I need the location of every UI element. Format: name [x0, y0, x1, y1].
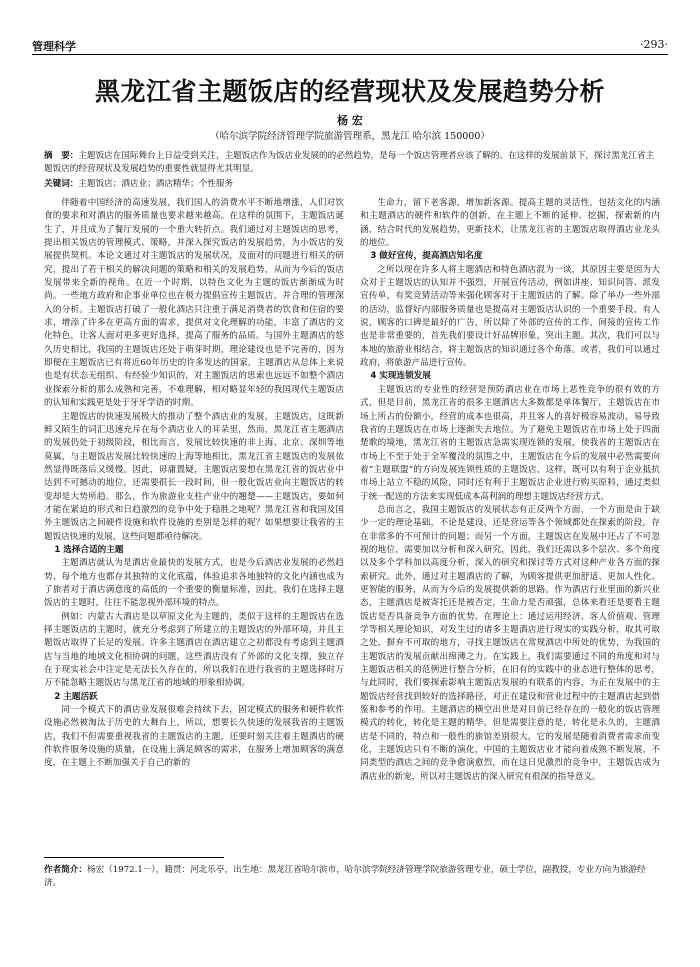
body-paragraph: 例如：内蒙古大酒店是以草原文化为主题的，类似于这样的主题饭店在选择主题饭店的主题时，就充分考虑到了所建立的主题饭店的外部环境，并且主题饭店取得了长足的发展。许多主题酒店在酒店建立之初都没有考虑到主题酒店与当地的地域文化相协调的问题，这些酒店没有了外部的文化支撑，独立存在于现实社会中注定是无法长久存在的，所以我们在进行我省的主题选择时万万不能忽略主题饭店与黑龙江省的地域的形象相协调。	[44, 611, 344, 689]
journal-name: 管理科学	[32, 40, 76, 53]
body-paragraph: 之所以现在许多人将主题酒店和特色酒店混为一谈，其原因主要是因为大众对于主题饭店的认知并不强烈，开展宣传活动，例如讲座、知识问答、派发宣传单，有奖竞猜活动等来强化顾客对于主题饭店的了解。除了举办一些外部的活动，监督好内部服务质量也是提高对主题饭店认识的一个重要手段，有人说，顾客的口碑是最好的广告，所以除了外部的宣传的工作，间接的宣传工作也是非常重要的，首先我们要设计好品牌形象，突出主题。其次，我们可以与本地的旅游业相结合，将主题饭店的知识通过各个角落。或者，我们可以通过政府，将旅游产品进行宣传。	[360, 264, 660, 369]
body-paragraph: 总而言之，我国主题饭店的发展状态有正反两个方面，一个方面是由于缺少一定的理论基础，不论是建设，还是营运等各个领域都处在探索的阶段，存在非常多的不可预计的问题；而另一个方面，主题饭店在发展中还占了不可忽视的地位，需要加以分析和深入研究，因此，我们还需以多个层次、多个角度以及多个学科加以高度分析，深入的研究和探讨等方式对这种产业各方面的探索研究。此外，通过对主题酒店的了解，为顾客提供更加舒适、更加人性化、更智能的服务，从而为今后的发展提供新的思路。作为酒店行业里面的新兴业态，主题酒店是被寄托还是被否定，生命力是否顽强，总体来看还是要看主题饭店是否具备竞争方面的优势。在理论上：通过运用经济、客人价值观、管理学等相关理论知识，对发生过的诸多主题酒店进行现实的实践分析，取其可取之处，摒弃不可取的地方，寻找主题饭店在常规酒店中所处的优势，为我国的主题饭店的发展贡献出绵薄之力。在实践上，我们需要通过不同的角度和对与主题饭店相关的范例进行整合分析，在旧有的实践中的业态进行整体的思考，与此同时，我们要探索影响主题饭店发展的有联系的内容，为正在发展中的主题饭店经营找到较好的选择路径，对正在建设和营业过程中的主题酒店起到借鉴和参考的作用。主题酒店的横空出世是对目前已经存在的一般化的饭店管理模式的转化，转化是主题的精华，但是需要注意的是，转化是永久的，主题酒店是不同的，特点和一般性的旅馆差别很大，它的发展是随着消费者需求而变化，主题饭店只有不断的演化，中国的主题饭店业才能向着成熟不断发展，不同类型的酒店之间的竞争愈演愈烈，而在这日见激烈的竞争中，主题饭店成为酒店业的新宠，所以对主题饭店的深入研究有很深的指导意义。	[360, 504, 660, 782]
body-paragraph: 生命力，留下老客源，增加新客源。提高主题的灵活性，包括文化的内涵和主题酒店的硬件和软件的创新，在主题上不断的延伸、挖掘，探索新的内涵，结合时代的发展趋势，更新技术，让黑龙江省的主题饭店取得酒店业龙头的地位。	[360, 198, 660, 249]
right-column	[360, 197, 660, 845]
running-header	[32, 38, 668, 54]
keywords-label: 关键词：	[44, 179, 79, 189]
header-rule	[32, 54, 668, 55]
footnote-label: 作者简介：	[44, 865, 87, 875]
keywords-text: 主题饭店；酒店业；酒店精华；个性服务	[78, 179, 234, 189]
author-footnote	[44, 864, 660, 890]
author-affiliation: （哈尔滨学院经济管理学院旅游管理系，黑龙江 哈尔滨 150000）	[210, 131, 490, 142]
abstract-block	[44, 150, 660, 191]
abstract-text: 主题饭店在国际舞台上日益受到关注，主题饭店作为饭店业发展的的必然趋势，是每一个饭店管理者应该了解的。在这样的发展前景下，探讨黑龙江省主题饭店的经营现状及发展趋势的重要性就显得尤其明显。	[44, 151, 655, 174]
section-heading: 4 实现连锁发展	[370, 371, 431, 382]
section-heading: 2 主题活跃	[54, 691, 98, 702]
section-heading: 3 做好宣传，提高酒店知名度	[370, 251, 483, 262]
keywords-line	[44, 178, 660, 191]
body-paragraph: 主题饭店的快速发展极大的推动了整个酒店业的发展，主题饭店，这既新鲜又陌生的词汇迅速充斥在每个酒店业人的耳朵里，然而，黑龙江省主题酒店的发展仍处于初级阶段，相比而言，发展比较快速的非上海、北京、深圳等地莫属，与主题饭店发展比较快速的上海等地相比，黑龙江省主题饭店的发展依然显得既落后又缓慢。因此，毋庸置疑，主题饭店要想在黑龙江省的饭店业中达到不可撼动的地位，还需要很长一段时间，但一般化饭店业向主题饭店的转变却是大势所趋。那么，作为旅游业支柱产业中的翘楚——主题饭店，要如何才能在紧迫的形式和日趋激烈的竞争中处于稳胜之地呢？黑龙江省和我国及国外主题饭店之间硬件设施和软件设施的差别是怎样的呢？如果想要让我省的主题饭店快速的发展，这些问题都亟待解决。	[44, 411, 344, 542]
abstract-label: 摘 要：	[44, 151, 79, 161]
body-paragraph: 主题饭店的专业性的经营是预防酒店业在市场上恶性竞争的很有效的方式，但是目前，黑龙江省的很多主题酒店大多数都是单体餐厅，主题饭店在市场上所占的份额小，经营的成本也很高，并且客人的喜好极容易波动，易导致我省的主题饭店在市场上逐渐失去地位。为了避免主题饭店在市场上处于四面楚歌的境地，黑龙江省的主题饭店急需实现连锁的发展，使我省的主题饭店在市场上不至于处于全军覆没的氛围之中，主题饭店在今后的发展中必然需要向着“主题联盟”的方向发展连锁性质的主题饭店，这样，既可以有利于企业抵抗市场上站立不稳的风险，同时还有利于主题饭店企业进行购买原料，通过类似于统一配送的方法来实现低成本高利润的理想主题饭店经营方式。	[360, 384, 660, 502]
footnote-rule	[44, 857, 224, 858]
body-paragraph: 同一个模式下的酒店业发展很难会持续下去，固定模式的服务和硬件软件设施必然被淘汰于历史的大舞台上，所以，想要长久快速的发展我省的主题饭店，我们不但需要重视我省的主题饭店的主题，还要时刻关注着主题酒店的硬件软件服务设施的质量，在设施上满足顾客的需求，在服务上增加顾客的满意度，在主题上不断加强关于自己的新的	[44, 705, 344, 769]
left-column	[44, 197, 344, 845]
page-number: ·293·	[640, 38, 668, 51]
footnote-text: 杨宏（1972.1－），籍贯：河北乐亭，出生地：黑龙江省哈尔滨市，哈尔滨学院经济管理学院旅游管理专业，硕士学位，副教授，专业方向为旅游经济。	[44, 865, 646, 888]
body-paragraph: 伴随着中国经济的高速发展，我们国人的消费水平不断地增涨，人们对饮食的要求和对酒店的服务质量也要求越来越高。在这样的氛围下，主题饭店诞生了，并且成为了餐厅发展的一个重大转折点。我们通过对主题饭店的思考，提出相关饭店的管理模式、策略，并深入探究饭店的发展趋势，为小饭店的发展提供契机。本论文通过对主题饭店的发展状况，及面对的问题进行相关的研究，提出了若干相关的解决问题的策略和相关的发展趋势，从而为今后的饭店发展带来全新的视角。在近一个时期，以特色文化为主题的饭店渐渐成为时尚。一些地方政府和企事业单位也在极力提倡宣传主题饭店，并合理的管理深入的分析。主题饭店打破了一般化酒店只注重于满足消费者的饮食和住宿的要求，增添了许多在更高方面的需求，提供对文化理解的功能，丰富了酒店的文化特色，让客人面对更多更好选择，提高了服务的品质。与国外主题酒店的悠久历史相比，我国的主题饭店还处于萌芽时期，理论建设也是不完善的，因为即便在主题饭店已有将近60年历史的许多发达的国家，主题酒店从总体上来说也是有状态无组织、有经验少知识的，对主题饭店的思索也远远不如整个酒店业探索分析的那么成熟和完善，不难理解，相对略显年轻的我国现代主题饭店的认知和实践更是处于牙牙学语的时期。	[44, 198, 344, 409]
body-text	[44, 197, 660, 845]
author-name: 杨 宏	[337, 114, 363, 127]
abstract-paragraph	[44, 150, 660, 176]
body-paragraph: 主题酒店就认为是酒店业最快的发展方式，也是今后酒店业发展的必然趋势，每个地方也都存其独特的文化底蕴，体验追求各地独特的文化内涵也成为了旅者对于酒店满意度的高低的一个重要的衡量标准，因此，我们在选择主题饭店的主题时，往往不能忽视外部环境的特点。	[44, 558, 344, 609]
section-heading: 1 选择合适的主题	[54, 544, 124, 555]
article-title: 黑龙江省主题饭店的经营现状及发展趋势分析	[94, 77, 605, 106]
